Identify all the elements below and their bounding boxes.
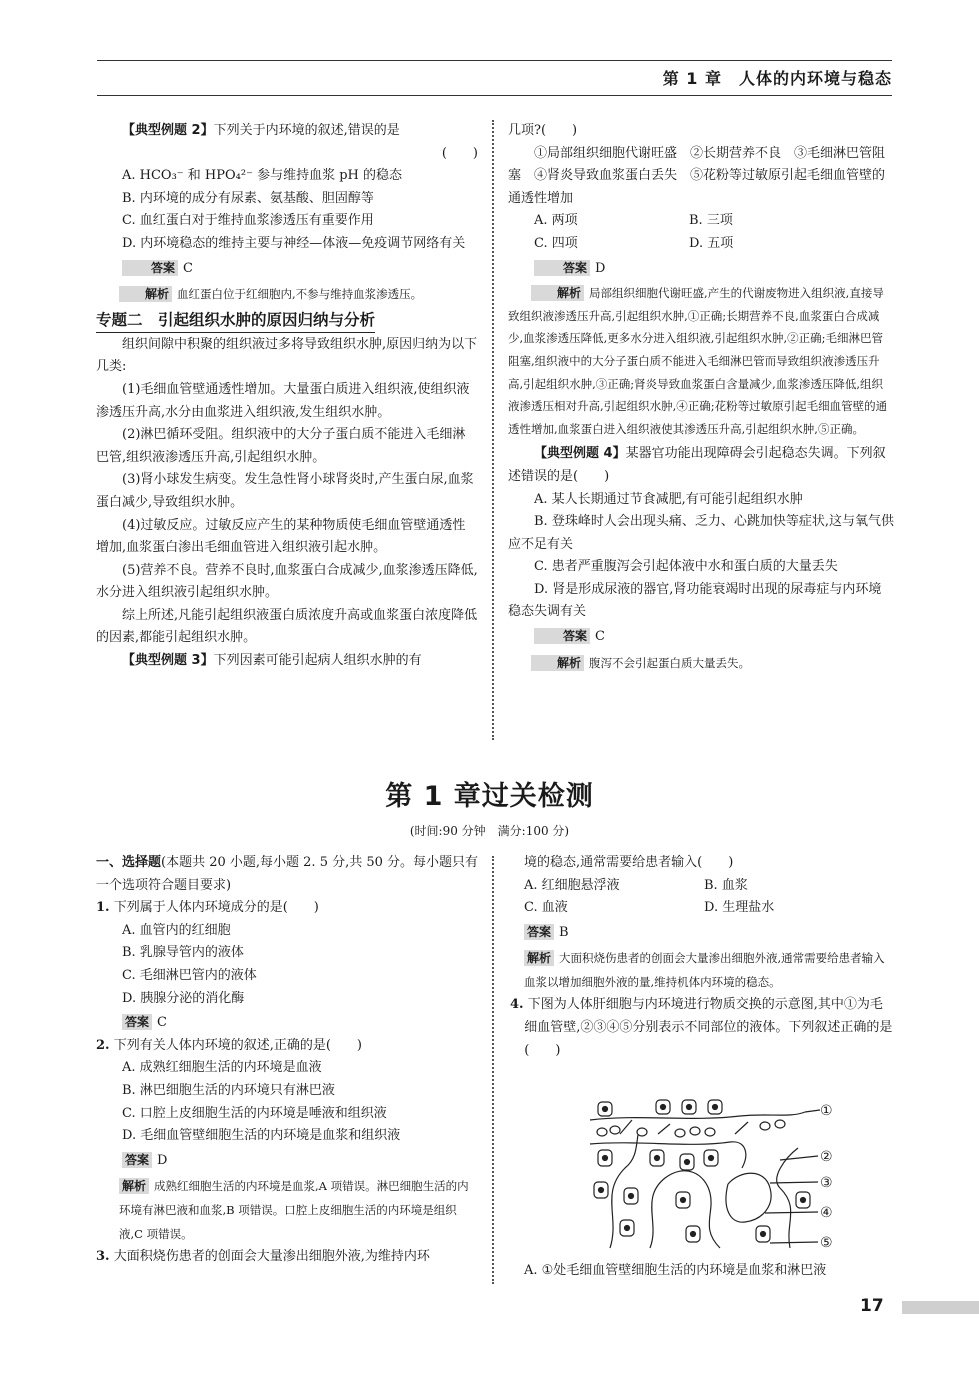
example-2-option-b: B. 内环境的成分有尿素、氨基酸、胆固醇等 [122, 190, 374, 206]
figure-label-4: ④ [820, 1205, 833, 1221]
answer-tag: 答案 [122, 1152, 152, 1168]
chapter-test-title: 第 1 章过关检测 [385, 781, 594, 812]
question-2-analysis: 成熟红细胞生活的内环境是血浆,A 项错误。淋巴细胞生活的内环境有淋巴液和血浆,B 项错误。口腔上皮细胞生活的内环境是组织液,C 项错误。 [119, 1179, 469, 1242]
example-3-items: ①局部组织细胞代谢旺盛 ②长期营养不良 ③毛细淋巴管阻塞 ④肾炎导致血浆蛋白丢失 ⑤花粉等过敏原引起毛细血管壁的通透性增加 [508, 145, 886, 206]
question-3-option-d: D. 生理盐水 [704, 900, 775, 916]
answer-tag: 答案 [122, 260, 178, 276]
leader-4 [765, 1212, 818, 1213]
answer-tag: 答案 [534, 260, 590, 276]
leader-1 [805, 1110, 820, 1112]
question-3-option-a: A. 红细胞悬浮液 [524, 877, 620, 893]
column-separator-top [492, 120, 494, 740]
analysis-tag: 解析 [119, 1178, 149, 1194]
top-right-column [508, 120, 894, 675]
figure-label-1: ① [820, 1103, 833, 1119]
question-2-option-d: D. 毛细血管壁细胞生活的内环境是血浆和组织液 [122, 1128, 401, 1144]
example-4-option-a: A. 某人长期通过节食减肥,有可能引起组织水肿 [534, 491, 803, 507]
topic-2-cause-4: (4)过敏反应。过敏反应产生的某种物质使毛细血管壁通透性增加,血浆蛋白渗出毛细血管进入组织液引起水肿。 [96, 517, 466, 556]
example-2-option-a: A. HCO₃⁻ 和 HPO₄²⁻ 参与维持血浆 pH 的稳态 [122, 168, 403, 184]
question-4-option-a-block [524, 1260, 894, 1283]
analysis-tag: 解析 [524, 950, 554, 966]
question-3-stem: 大面积烧伤患者的创面会大量渗出细胞外液,为维持内环 [113, 1249, 430, 1265]
answer-tag: 答案 [524, 924, 554, 940]
example-2-paren: ( ) [441, 145, 478, 161]
leader-2 [780, 1156, 818, 1160]
page-number: 17 [860, 1296, 884, 1316]
example-3-stem: 下列因素可能引起病人组织水肿的有 [213, 653, 422, 669]
question-2-option-a: A. 成熟红细胞生活的内环境是血液 [122, 1060, 322, 1076]
question-3-option-b: B. 血浆 [704, 877, 748, 893]
topic-2-cause-3: (3)肾小球发生病变。发生急性肾小球肾炎时,产生蛋白尿,血浆蛋白减少,导致组织水肿。 [96, 472, 474, 510]
topic-2-cause-2: (2)淋巴循环受阻。组织液中的大分子蛋白质不能进入毛细淋巴管,组织液渗透压升高,引起组织水肿。 [96, 427, 466, 465]
example-4-stem: 某器官功能出现障碍会引起稳态失调。下列叙述错误的是( ) [508, 446, 886, 484]
example-4-option-c: C. 患者严重腹泻会引起体液中水和蛋白质的大量丢失 [534, 559, 838, 575]
question-1-option-b: B. 乳腺导管内的液体 [122, 945, 244, 961]
example-4-option-d: D. 肾是形成尿液的器官,肾功能衰竭时出现的尿毒症与内环境稳态失调有关 [508, 581, 882, 620]
question-1-option-a: A. 血管内的红细胞 [122, 922, 231, 938]
question-1-answer: C [157, 1015, 167, 1031]
tissue-line-2 [650, 1171, 720, 1248]
topic-2-cause-1: (1)毛细血管壁通透性增加。大量蛋白质进入组织液,使组织液渗透压升高,水分由血浆进入组织液,发生组织水肿。 [96, 381, 470, 420]
capillary-wall-bottom [590, 1142, 746, 1168]
example-3-continuation: 几项?( ) [508, 123, 578, 138]
example-3-analysis: 局部组织细胞代谢旺盛,产生的代谢废物进入组织液,直接导致组织液渗透压升高,引起组织水肿,①正确;长期营养不良,血浆蛋白合成减少,血浆渗透压降低,更多水分进入组织液,引起组织水肿,②正确;毛细淋巴管阻塞,组织液中的大分子蛋白质不能进入毛细淋巴管而导致组织液渗透压升高,引起组织水肿,③正确;肾炎导致血浆蛋白含量减少,血浆渗透压降低,组织液渗透压相对升高,引起组织水肿,④正确;花粉等过敏原引起毛细血管壁的通透性增加,血浆蛋白进入组织液使其渗透压升高,引起组织水肿,⑤正确。 [508, 286, 888, 436]
topic-2-intro: 组织间隙中积聚的组织液过多将导致组织水肿,原因归纳为以下几类: [96, 336, 478, 375]
example-4-title: 【典型例题 4】 [534, 446, 626, 462]
leader-5 [770, 1242, 818, 1243]
figure-label-5: ⑤ [820, 1235, 833, 1251]
question-2-answer: D [157, 1152, 168, 1168]
figure-label-2: ② [820, 1149, 833, 1165]
topic-2-cause-5: (5)营养不良。营养不良时,血浆蛋白合成减少,血浆渗透压降低,水分进入组织液引起组织水肿。 [96, 562, 478, 601]
top-left-column [96, 120, 478, 673]
analysis-tag: 解析 [531, 285, 584, 301]
page-number-bar [902, 1301, 979, 1314]
question-4-stem: 下图为人体肝细胞与内环境进行物质交换的示意图,其中①为毛细血管壁,②③④⑤分别表示不同部位的液体。下列叙述正确的是( ) [524, 997, 893, 1058]
example-3-option-a: A. 两项 [534, 213, 578, 229]
question-3-answer: B [559, 924, 569, 940]
question-1-option-c: C. 毛细淋巴管内的液体 [122, 967, 257, 983]
bottom-left-column [96, 852, 480, 1269]
example-2-option-c: C. 血红蛋白对于维持血浆渗透压有重要作用 [122, 213, 374, 229]
question-2-stem: 下列有关人体内环境的叙述,正确的是( ) [113, 1037, 362, 1053]
example-2-option-d: D. 内环境稳态的维持主要与神经—体液—免疫调节网络有关 [122, 235, 466, 251]
header-rule [97, 60, 892, 61]
example-2-stem: 下列关于内环境的叙述,错误的是 [213, 123, 400, 138]
capillary-wall-top [590, 1112, 805, 1120]
example-4-analysis: 腹泻不会引起蛋白质大量丢失。 [589, 655, 751, 670]
example-3-option-d: D. 五项 [689, 235, 734, 251]
arrow-2 [658, 1124, 670, 1134]
topic-2-summary: 综上所述,凡能引起组织液蛋白质浓度升高或血浆蛋白浓度降低的因素,都能引起组织水肿。 [96, 607, 478, 646]
question-2-option-c: C. 口腔上皮细胞生活的内环境是唾液和组织液 [122, 1105, 387, 1121]
lymph-vessel [726, 1173, 771, 1222]
question-3-number: 3. [96, 1249, 110, 1265]
question-1-number: 1. [96, 900, 110, 916]
liver-cell-exchange-diagram [580, 1098, 840, 1258]
section-label: 一、选择题 [96, 855, 162, 870]
answer-tag: 答案 [122, 1014, 152, 1030]
example-3-title: 【典型例题 3】 [122, 653, 214, 669]
example-2-analysis: 血红蛋白位于红细胞内,不参与维持血浆渗透压。 [177, 287, 423, 302]
example-3-answer: D [595, 260, 606, 276]
chapter-test-time: (时间:90 分钟 满分:100 分) [409, 824, 570, 838]
bottom-right-column [510, 852, 894, 1062]
example-3-option-c: C. 四项 [534, 235, 578, 251]
chapter-header-title: 第 1 章 人体的内环境与稳态 [662, 69, 892, 88]
question-3-analysis: 大面积烧伤患者的创面会大量渗出细胞外液,通常需要给患者输入血浆以增加细胞外液的量,维持机体内环境的稳态。 [524, 951, 885, 990]
example-4-answer: C [595, 629, 605, 645]
question-4-option-a: A. ①处毛细血管壁细胞生活的内环境是血浆和淋巴液 [524, 1263, 827, 1278]
example-2-answer: C [183, 260, 193, 276]
example-2-title: 【典型例题 2】 [122, 123, 214, 138]
answer-tag: 答案 [534, 628, 590, 644]
tissue-line-3 [777, 1148, 798, 1248]
question-1-option-d: D. 胰腺分泌的消化酶 [122, 990, 245, 1006]
question-3-continuation: 境的稳态,通常需要给患者输入( ) [524, 855, 734, 870]
topic-2-heading: 专题二 引起组织水肿的原因归纳与分析 [96, 308, 375, 333]
figure-label-3: ③ [820, 1175, 833, 1191]
header-rule-bottom [97, 95, 892, 96]
example-4-option-b: B. 登珠峰时人会出现头痛、乏力、心跳加快等症状,这与氧气供应不足有关 [508, 514, 894, 552]
example-3-option-b: B. 三项 [689, 213, 733, 229]
question-1-stem: 下列属于人体内环境成分的是( ) [113, 900, 319, 916]
question-2-option-b: B. 淋巴细胞生活的内环境只有淋巴液 [122, 1082, 335, 1098]
question-4-number: 4. [510, 997, 524, 1013]
arrow-3 [735, 1122, 748, 1134]
question-3-option-c: C. 血液 [524, 900, 568, 916]
analysis-tag: 解析 [119, 286, 172, 302]
analysis-tag: 解析 [531, 655, 584, 671]
arrow-1 [620, 1120, 632, 1134]
section-description: (本题共 20 小题,每小题 2. 5 分,共 50 分。每小题只有一个选项符合题目要求) [96, 855, 479, 893]
question-2-number: 2. [96, 1037, 110, 1053]
column-separator-bottom [492, 856, 494, 1284]
